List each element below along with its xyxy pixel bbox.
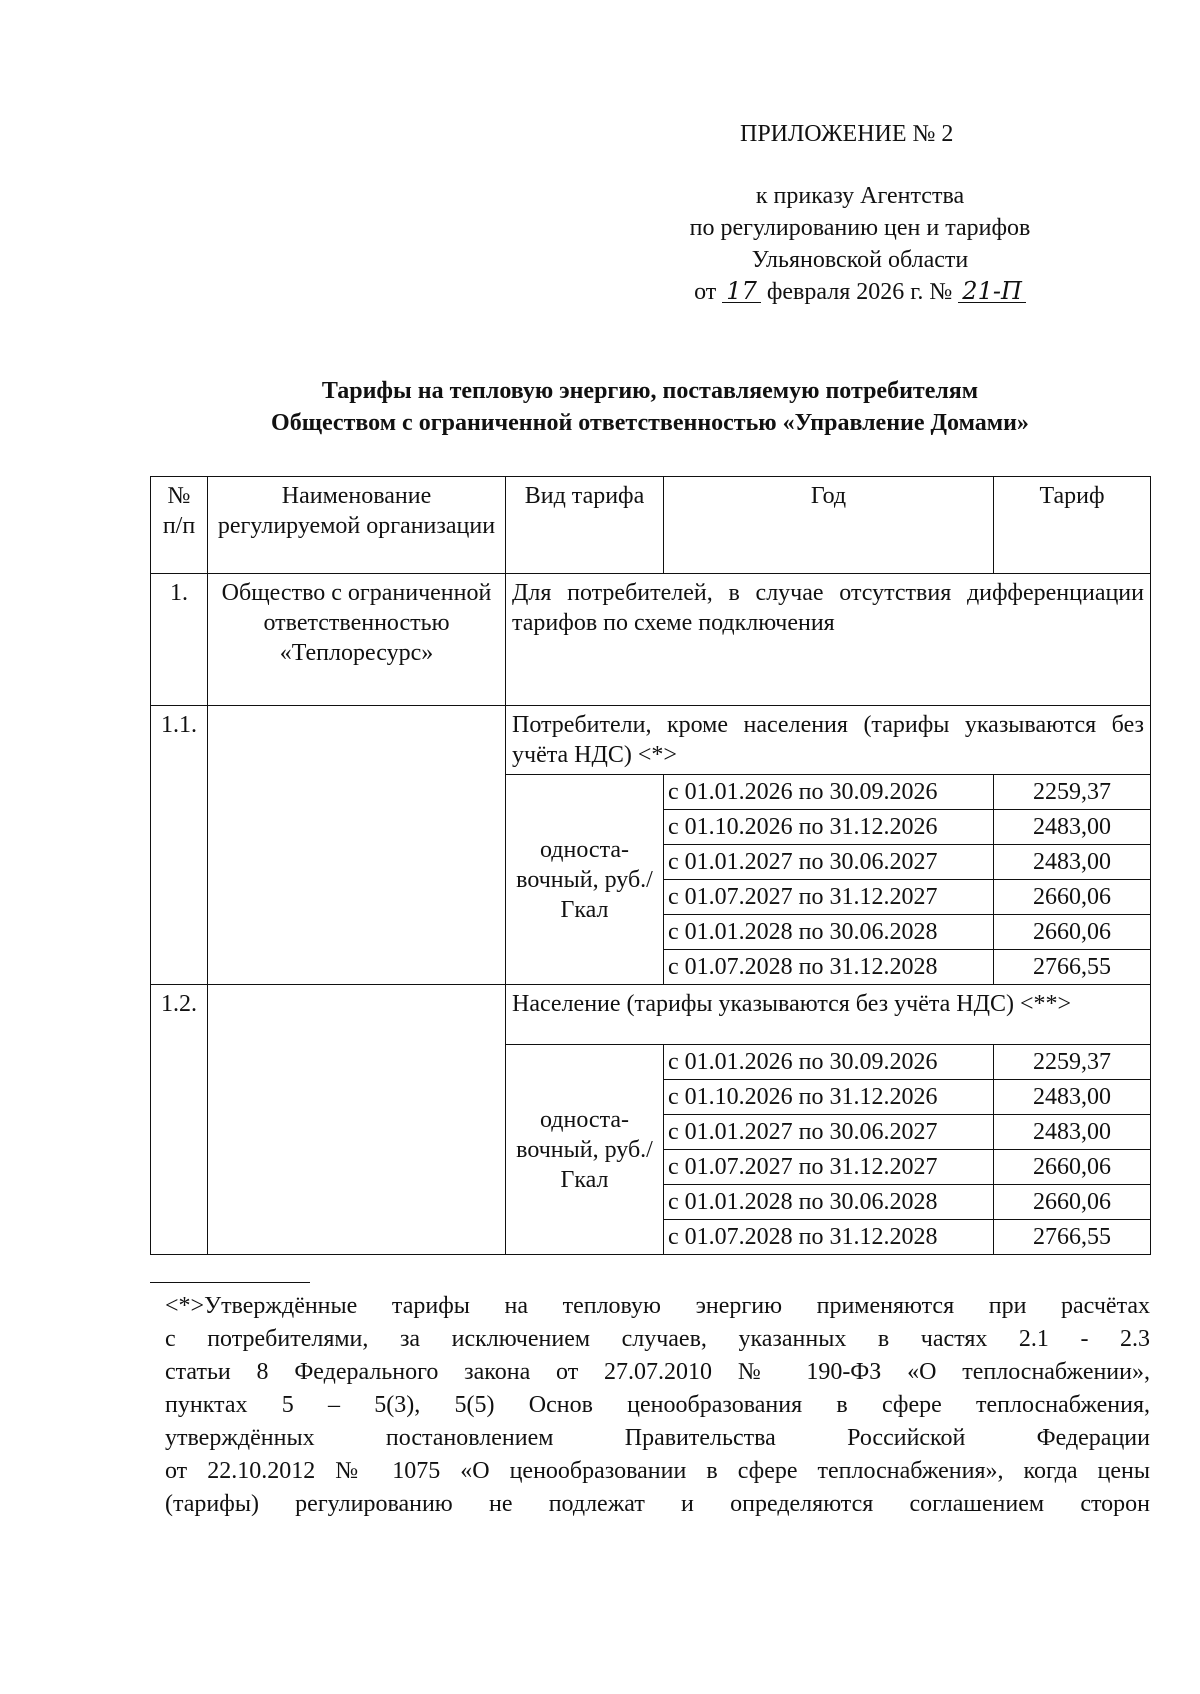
section-org-empty bbox=[208, 985, 506, 1255]
tariff-value: 2660,06 bbox=[994, 880, 1151, 915]
order-reference bbox=[650, 180, 1070, 308]
section-label: Потребители, кроме населения (тарифы указываются без учёта НДС) <*> bbox=[506, 706, 1151, 775]
org-row bbox=[151, 574, 1151, 706]
tariff-value: 2483,00 bbox=[994, 1080, 1151, 1115]
order-number-signature: 21-П bbox=[958, 280, 1026, 303]
section-1-2-row bbox=[151, 985, 1151, 1045]
tariff-value: 2259,37 bbox=[994, 775, 1151, 810]
period-cell: с 01.07.2028 по 31.12.2028 bbox=[664, 950, 994, 985]
period-cell: с 01.01.2028 по 30.06.2028 bbox=[664, 1185, 994, 1220]
date-prefix: от bbox=[694, 279, 717, 305]
tariff-value: 2766,55 bbox=[994, 1220, 1151, 1255]
period-cell: с 01.07.2027 по 31.12.2027 bbox=[664, 880, 994, 915]
order-date-line bbox=[650, 276, 1070, 308]
tariff-table bbox=[150, 476, 1151, 1255]
footnote-line: пунктах 5 – 5(3), 5(5) Основ ценообразования в сфере теплоснабжения, bbox=[165, 1392, 1150, 1418]
title-line-2: Обществом с ограниченной ответственностью «Управление Домами» bbox=[271, 410, 1029, 436]
footnote-separator bbox=[150, 1282, 310, 1283]
order-line-1: к приказу Агентства bbox=[755, 183, 965, 209]
footnote-line: утверждённых постановлением Правительства Российской Федерации bbox=[165, 1425, 1150, 1451]
section-num: 1.2. bbox=[151, 985, 208, 1255]
table-header-row bbox=[151, 477, 1151, 574]
period-cell: с 01.01.2027 по 30.06.2027 bbox=[664, 845, 994, 880]
date-rest: февраля 2026 г. № bbox=[766, 279, 953, 305]
period-cell: с 01.10.2026 по 31.12.2026 bbox=[664, 1080, 994, 1115]
header-name: Наименование регулируемой организации bbox=[208, 477, 506, 574]
section-label: Население (тарифы указываются без учёта НДС) <**> bbox=[506, 985, 1151, 1045]
appendix-title: ПРИЛОЖЕНИЕ № 2 bbox=[740, 121, 954, 147]
section-1-1-row bbox=[151, 706, 1151, 775]
date-day-signature: 17 bbox=[722, 280, 761, 303]
tariff-value: 2660,06 bbox=[994, 1150, 1151, 1185]
tariff-value: 2483,00 bbox=[994, 845, 1151, 880]
org-note: Для потребителей, в случае отсутствия дифференциации тарифов по схеме подключения bbox=[506, 574, 1151, 706]
tariff-value: 2766,55 bbox=[994, 950, 1151, 985]
section-num: 1.1. bbox=[151, 706, 208, 985]
org-num: 1. bbox=[151, 574, 208, 706]
tariff-value: 2660,06 bbox=[994, 1185, 1151, 1220]
header-year: Год bbox=[664, 477, 994, 574]
period-cell: с 01.01.2026 по 30.09.2026 bbox=[664, 775, 994, 810]
org-name: Общество с ограниченной ответственностью «Теплоресурс» bbox=[208, 574, 506, 706]
period-cell: с 01.07.2028 по 31.12.2028 bbox=[664, 1220, 994, 1255]
footnote-line: <*>Утверждённые тарифы на тепловую энергию применяются при расчётах bbox=[165, 1293, 1150, 1319]
footnote-line: статьи 8 Федерального закона от 27.07.2010 № 190-ФЗ «О теплоснабжении», bbox=[165, 1359, 1150, 1385]
title-line-1: Тарифы на тепловую энергию, поставляемую потребителям bbox=[321, 378, 979, 404]
footnote-line: (тарифы) регулированию не подлежат и определяются соглашением сторон bbox=[165, 1491, 1150, 1517]
section-org-empty bbox=[208, 706, 506, 985]
order-line-3: Ульяновской области bbox=[751, 247, 969, 273]
period-cell: с 01.01.2027 по 30.06.2027 bbox=[664, 1115, 994, 1150]
tariff-value: 2483,00 bbox=[994, 810, 1151, 845]
period-cell: с 01.01.2028 по 30.06.2028 bbox=[664, 915, 994, 950]
tariff-value: 2483,00 bbox=[994, 1115, 1151, 1150]
header-type: Вид тарифа bbox=[506, 477, 664, 574]
tariff-value: 2259,37 bbox=[994, 1045, 1151, 1080]
document-title bbox=[150, 375, 1150, 439]
footnote bbox=[165, 1290, 1150, 1521]
tariff-value: 2660,06 bbox=[994, 915, 1151, 950]
header-num: № п/п bbox=[151, 477, 208, 574]
footnote-line: с потребителями, за исключением случаев, указанных в частях 2.1 - 2.3 bbox=[165, 1326, 1150, 1352]
tariff-type: односта-вочный, руб./Гкал bbox=[506, 1045, 664, 1255]
period-cell: с 01.07.2027 по 31.12.2027 bbox=[664, 1150, 994, 1185]
period-cell: с 01.01.2026 по 30.09.2026 bbox=[664, 1045, 994, 1080]
tariff-type: односта-вочный, руб./Гкал bbox=[506, 775, 664, 985]
footnote-line: от 22.10.2012 № 1075 «О ценообразовании в сфере теплоснабжения», когда цены bbox=[165, 1458, 1150, 1484]
order-line-2: по регулированию цен и тарифов bbox=[689, 215, 1031, 241]
header-tariff: Тариф bbox=[994, 477, 1151, 574]
period-cell: с 01.10.2026 по 31.12.2026 bbox=[664, 810, 994, 845]
